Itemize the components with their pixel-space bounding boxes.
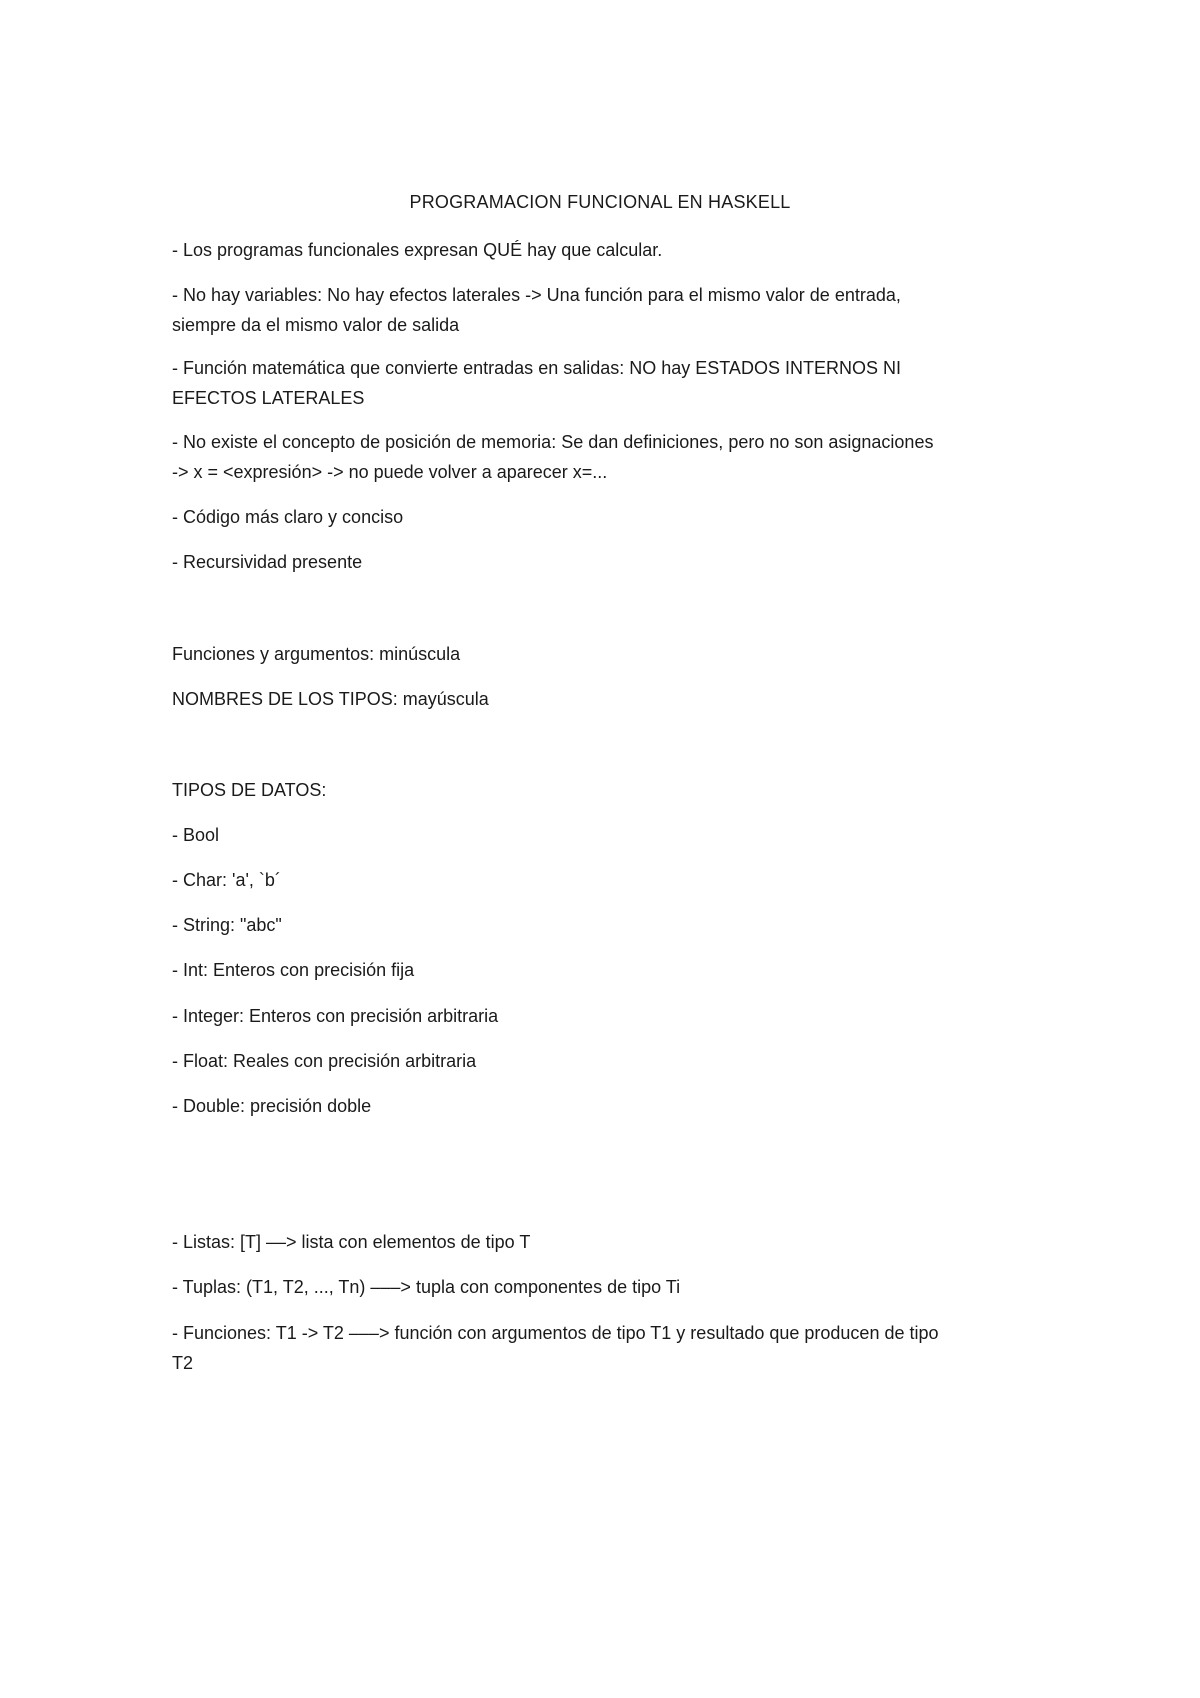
intro-item-clear-code <box>172 502 1052 532</box>
type-item-text: - Integer: Enteros con precisión arbitraria <box>172 1006 499 1026</box>
intro-item-line: - No hay variables: No hay efectos laterales -> Una función para el mismo valor de entrada, <box>172 285 901 305</box>
document-title: PROGRAMACION FUNCIONAL EN HASKELL <box>409 192 791 212</box>
type-item-text: - String: "abc" <box>172 915 282 935</box>
type-item-string <box>172 910 1052 940</box>
intro-item-no-variables <box>172 280 1052 340</box>
compound-type-line: - Funciones: T1 -> T2 –––> función con argumentos de tipo T1 y resultado que producen de tipo <box>172 1323 939 1343</box>
intro-item-line: - Código más claro y conciso <box>172 507 404 527</box>
type-item-text: - Char: 'a', `b´ <box>172 870 281 890</box>
type-item-text: - Float: Reales con precisión arbitraria <box>172 1051 477 1071</box>
compound-type-line: - Listas: [T] ––> lista con elementos de tipo T <box>172 1232 531 1252</box>
type-item-text: - Int: Enteros con precisión fija <box>172 960 415 980</box>
intro-item-no-memory-position <box>172 427 1052 487</box>
type-item-integer <box>172 1001 1052 1031</box>
naming-line: Funciones y argumentos: minúscula <box>172 644 461 664</box>
compound-type-line: T2 <box>172 1353 194 1373</box>
compound-type-functions <box>172 1318 1052 1378</box>
intro-item-line: - Función matemática que convierte entradas en salidas: NO hay ESTADOS INTERNOS NI <box>172 358 901 378</box>
type-item-text: - Double: precisión doble <box>172 1096 372 1116</box>
intro-item-line: EFECTOS LATERALES <box>172 388 365 408</box>
type-item-double <box>172 1091 1052 1121</box>
compound-type-lists <box>172 1227 1052 1257</box>
intro-item-line: - Recursividad presente <box>172 552 363 572</box>
naming-types <box>172 684 1052 714</box>
type-item-char <box>172 865 1052 895</box>
type-item-bool <box>172 820 1052 850</box>
naming-line: NOMBRES DE LOS TIPOS: mayúscula <box>172 689 489 709</box>
types-heading <box>172 775 1052 805</box>
intro-item-line: - No existe el concepto de posición de memoria: Se dan definiciones, pero no son asignaciones <box>172 432 934 452</box>
naming-functions <box>172 639 1052 669</box>
type-item-text: - Bool <box>172 825 220 845</box>
type-item-float <box>172 1046 1052 1076</box>
intro-item-what-to-compute <box>172 235 1052 265</box>
intro-item-math-function <box>172 353 1052 413</box>
intro-item-line: siempre da el mismo valor de salida <box>172 315 460 335</box>
compound-type-line: - Tuplas: (T1, T2, ..., Tn) –––> tupla con componentes de tipo Ti <box>172 1277 681 1297</box>
intro-item-recursion <box>172 547 1052 577</box>
intro-item-line: -> x = <expresión> -> no puede volver a aparecer x=... <box>172 462 608 482</box>
types-heading-text: TIPOS DE DATOS: <box>172 780 327 800</box>
compound-type-tuples <box>172 1272 1052 1302</box>
intro-item-line: - Los programas funcionales expresan QUÉ hay que calcular. <box>172 240 663 260</box>
type-item-int <box>172 955 1052 985</box>
